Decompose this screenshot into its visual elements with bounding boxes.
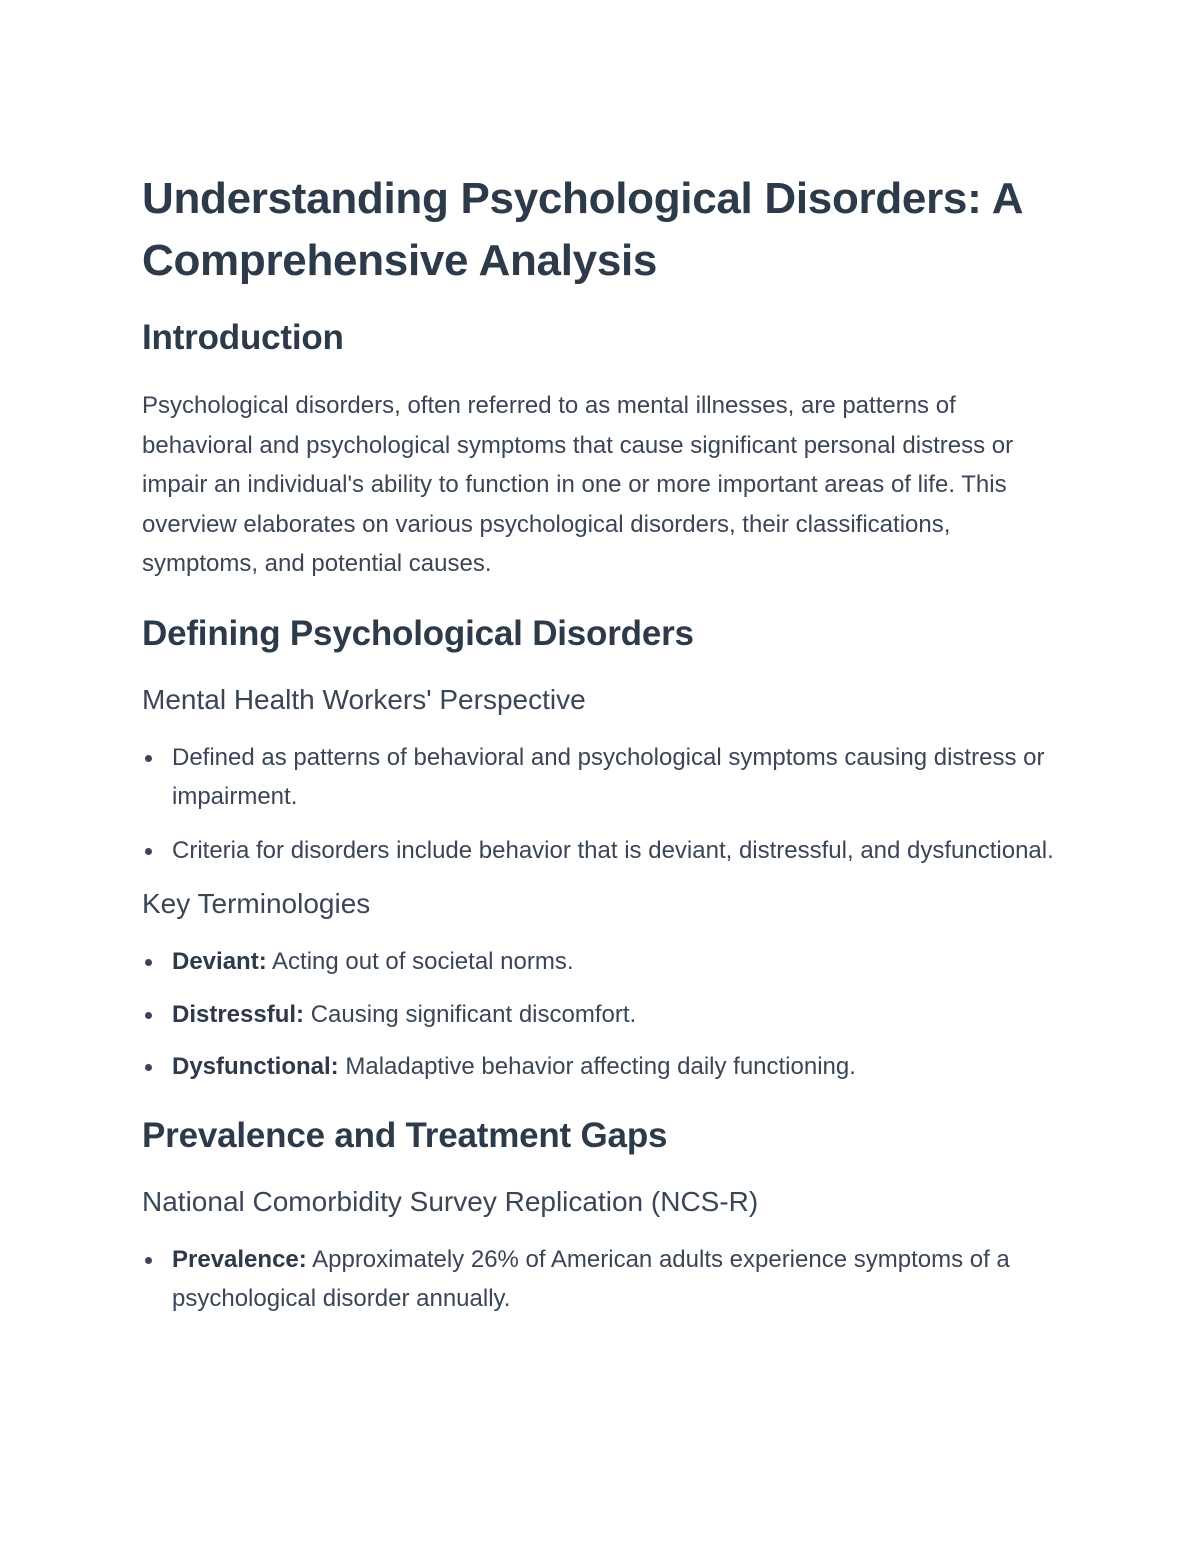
section-heading-introduction: Introduction <box>142 318 344 357</box>
term-definition: Approximately 26% of American adults experience symptoms of a psychological disorder annually. <box>172 1245 1010 1312</box>
terminology-list <box>142 942 1062 1087</box>
term-label: Dysfunctional: <box>172 1053 339 1080</box>
bullet-icon <box>145 1257 152 1264</box>
section-heading-prevalence: Prevalence and Treatment Gaps <box>142 1115 668 1155</box>
list-item <box>142 1047 1062 1087</box>
perspective-list <box>142 738 1062 871</box>
section-heading-defining: Defining Psychological Disorders <box>142 613 694 653</box>
document-page <box>142 168 1062 1319</box>
document-title: Understanding Psychological Disorders: A Comprehensive Analysis <box>142 174 1022 285</box>
list-item-text: Defined as patterns of behavioral and psychological symptoms causing distress or impairment. <box>172 743 1045 810</box>
list-item <box>142 831 1062 871</box>
term-definition: Causing significant discomfort. <box>304 1000 637 1028</box>
list-item <box>142 995 1062 1035</box>
ncs-list <box>142 1240 1062 1319</box>
introduction-paragraph: Psychological disorders, often referred to as mental illnesses, are patterns of behavioral and psychological symptoms that cause significant personal distress or impair an individual's ability to function in one or more important areas of life. This overview elaborates on various psychological disorders, their classifications, symptoms, and potential causes. <box>142 392 1014 577</box>
bullet-icon <box>145 848 152 855</box>
term-label: Prevalence: <box>172 1245 307 1273</box>
subheading-perspective: Mental Health Workers' Perspective <box>142 683 586 715</box>
bullet-icon <box>145 1064 152 1071</box>
bullet-icon <box>145 755 152 762</box>
term-definition: Acting out of societal norms. <box>266 948 574 975</box>
term-label: Distressful: <box>172 1000 305 1028</box>
subheading-ncs-r: National Comorbidity Survey Replication (NCS-R) <box>142 1185 759 1217</box>
bullet-icon <box>145 1012 152 1019</box>
list-item-text: Criteria for disorders include behavior that is deviant, distressful, and dysfunctional. <box>172 836 1054 864</box>
list-item <box>142 738 1062 817</box>
term-definition: Maladaptive behavior affecting daily functioning. <box>338 1053 856 1080</box>
list-item <box>142 1240 1062 1319</box>
list-item <box>142 942 1062 982</box>
subheading-key-terminologies: Key Terminologies <box>142 888 371 919</box>
term-label: Deviant: <box>172 948 267 975</box>
bullet-icon <box>145 959 152 966</box>
